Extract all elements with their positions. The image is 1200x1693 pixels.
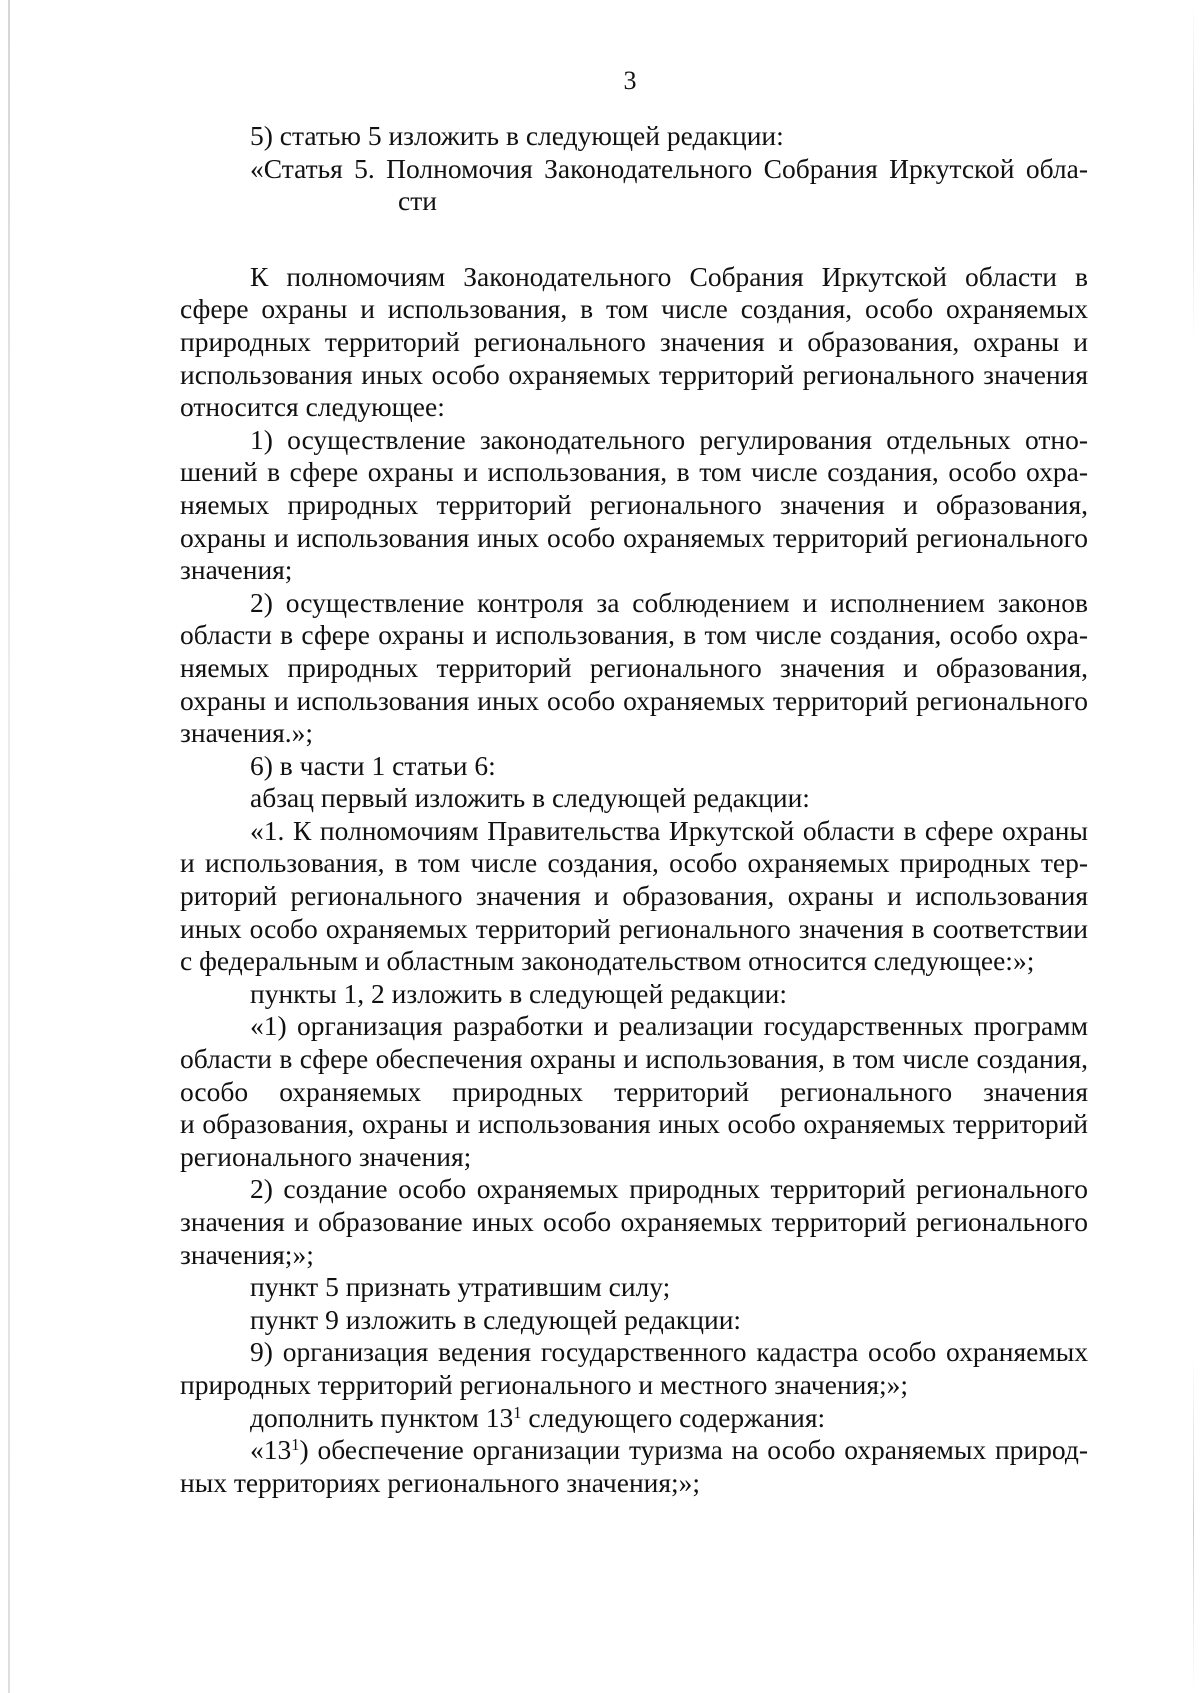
text-fragment: следующего содержания: xyxy=(521,1401,826,1433)
text-line: няемых природных территорий регионального значения и образования, xyxy=(180,651,1088,683)
text-line: охраны и использования иных особо охраняемых территорий регионального xyxy=(180,684,1088,716)
superscript: 1 xyxy=(291,1435,300,1455)
text-line: абзац первый изложить в следующей редакции: xyxy=(250,782,810,814)
text-line: значения;»; xyxy=(180,1238,314,1270)
text-line: области в сфере обеспечения охраны и использования, в том числе создания, xyxy=(180,1043,1088,1075)
text-line: особо охраняемых природных территорий регионального значения xyxy=(180,1075,1088,1107)
text-line: К полномочиям Законодательного Собрания Иркутской области в xyxy=(250,260,1088,292)
text-line: 9) организация ведения государственного кадастра особо охраняемых xyxy=(250,1336,1088,1368)
article-title-line: «Статья 5. Полномочия Законодательного Собрания Иркутской обла- xyxy=(250,152,1088,184)
text-fragment: «13 xyxy=(250,1434,292,1466)
text-line: 5) статью 5 изложить в следующей редакции: xyxy=(250,120,784,151)
text-line: значения и образование иных особо охраняемых территорий регионального xyxy=(180,1206,1088,1237)
text-line: охраны и использования иных особо охраняемых территорий регионального xyxy=(180,521,1088,553)
text-line: няемых природных территорий регионального значения и образования, xyxy=(180,488,1088,520)
text-line: шений в сфере охраны и использования, в том числе создания, особо охра- xyxy=(180,456,1088,488)
text-fragment: дополнить пунктом 13 xyxy=(250,1401,514,1433)
text-line: риторий регионального значения и образования, охраны и использования xyxy=(180,880,1088,912)
text-fragment: ) обеспечение организации туризма на особо охраняемых природ- xyxy=(299,1434,1088,1466)
text-line: области в сфере охраны и использования, в том числе создания, особо охра- xyxy=(180,619,1088,651)
text-line: «1) организация разработки и реализации государственных программ xyxy=(250,1010,1088,1042)
text-line: 2) создание особо охраняемых природных территорий регионального xyxy=(250,1173,1088,1205)
text-line: и использования, в том числе создания, особо охраняемых природных тер- xyxy=(180,847,1088,879)
text-line: «1. К полномочиям Правительства Иркутской области в сфере охраны xyxy=(250,814,1088,846)
text-line: регионального значения; xyxy=(180,1140,472,1172)
document-body xyxy=(180,120,1088,1499)
text-line: сфере охраны и использования, в том числе создания, особо охраняемых xyxy=(180,293,1088,325)
text-line: пункт 5 признать утратившим силу; xyxy=(250,1271,671,1303)
text-line: и образования, охраны и использования иных особо охраняемых территорий xyxy=(180,1108,1088,1140)
text-line: пункт 9 изложить в следующей редакции: xyxy=(250,1303,742,1335)
text-line: 6) в части 1 статьи 6: xyxy=(250,749,496,781)
scan-edge-left xyxy=(8,0,10,1693)
text-line: иных особо охраняемых территорий регионального значения в соответствии xyxy=(180,912,1088,944)
text-line: значения.»; xyxy=(180,717,314,749)
text-line-with-superscript xyxy=(180,1434,1088,1467)
text-line: значения; xyxy=(180,554,293,586)
text-line: природных территорий регионального и местного значения;»; xyxy=(180,1368,909,1400)
page-number: 3 xyxy=(623,66,637,95)
text-line-with-superscript xyxy=(180,1402,1088,1435)
superscript: 1 xyxy=(513,1402,522,1422)
text-line: с федеральным и областным законодательством относится следующее:»; xyxy=(180,945,1035,977)
text-line: использования иных особо охраняемых территорий регионального значения xyxy=(180,358,1088,390)
text-line: ных территориях регионального значения;»; xyxy=(180,1466,701,1498)
text-line: 2) осуществление контроля за соблюдением и исполнением законов xyxy=(250,586,1088,618)
scan-edge-right xyxy=(1193,0,1194,1693)
article-title-line: сти xyxy=(398,185,437,217)
text-line: 1) осуществление законодательного регулирования отдельных отно- xyxy=(250,423,1088,455)
text-line: природных территорий регионального значения и образования, охраны и xyxy=(180,325,1088,357)
blank-line xyxy=(180,218,1088,261)
text-line: относится следующее: xyxy=(180,391,445,423)
text-line: пункты 1, 2 изложить в следующей редакции: xyxy=(250,977,788,1009)
